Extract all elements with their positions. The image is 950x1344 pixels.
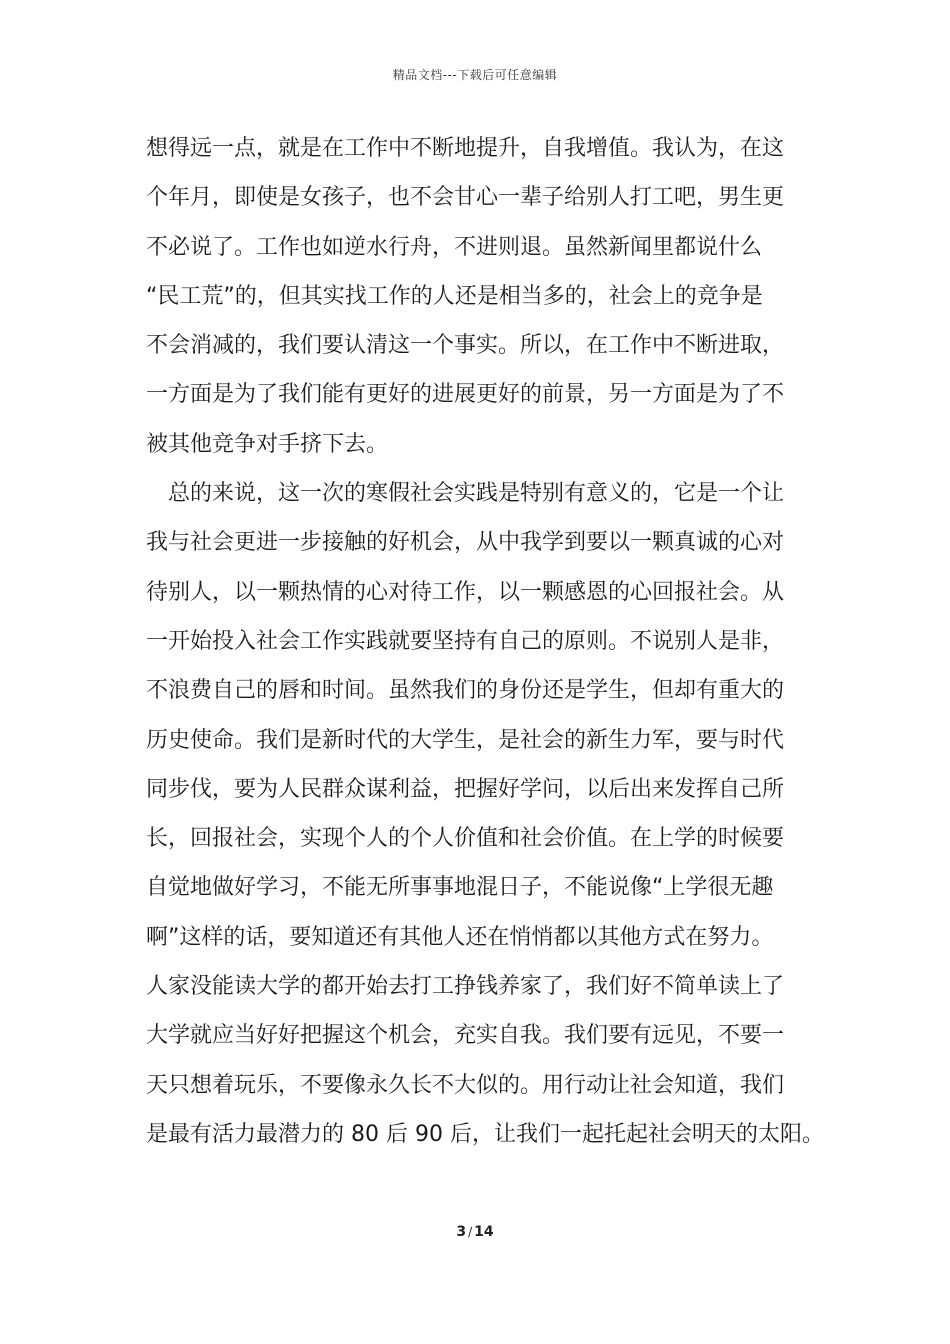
text-line: 被其他竞争对手挤下去。 — [146, 431, 389, 457]
page-header: 精品文档---下载后可任意编辑 — [392, 68, 558, 82]
text-line: 不必说了。工作也如逆水行舟，不进则退。虽然新闻里都说什么 — [146, 234, 763, 260]
text-line: 想得远一点，就是在工作中不断地提升，自我增值。我认为，在这 — [146, 136, 785, 161]
document-body — [146, 124, 826, 1159]
text-line: 总的来说，这一次的寒假社会实践是特别有意义的，它是一个让 — [146, 481, 785, 507]
text-line: 历史使命。我们是新时代的大学生，是社会的新生力军，要与时代 — [146, 727, 785, 753]
text-line: 天只想着玩乐，不要像永久长不大似的。用行动让社会知道，我们 — [146, 1072, 785, 1098]
text-line: 不浪费自己的唇和时间。虽然我们的身份还是学生，但却有重大的 — [146, 678, 785, 704]
text-line: 待别人，以一颗热情的心对待工作，以一颗感恩的心回报社会。从 — [146, 579, 785, 605]
text-line: 大学就应当好好把握这个机会，充实自我。我们要有远见，不要一 — [146, 1023, 785, 1049]
text-line: 我与社会更进一步接触的好机会，从中我学到要以一颗真诚的心对 — [146, 530, 785, 556]
page-separator: / — [468, 1225, 473, 1239]
text-line: “民工荒”的，但其实找工作的人还是相当多的，社会上的竞争是 — [146, 283, 763, 309]
current-page: 3 — [456, 1224, 467, 1240]
page-number — [0, 1224, 950, 1240]
text-line: 是最有活力最潜力的 80 后 90 后，让我们一起托起社会明天的太阳。 — [146, 1121, 824, 1147]
text-line: 啊”这样的话，要知道还有其他人还在悄悄都以其他方式在努力。 — [146, 924, 774, 950]
text-line: 不会消减的，我们要认清这一个事实。所以，在工作中不断进取， — [146, 333, 785, 359]
text-line: 自觉地做好学习，不能无所事事地混日子，不能说像“上学很无趣 — [146, 875, 774, 901]
text-line: 一方面是为了我们能有更好的进展更好的前景，另一方面是为了不 — [146, 382, 785, 408]
text-line: 同步伐，要为人民群众谋利益，把握好学问，以后出来发挥自己所 — [146, 776, 785, 802]
text-line: 人家没能读大学的都开始去打工挣钱养家了，我们好不简单读上了 — [146, 974, 785, 1000]
text-line: 长，回报社会，实现个人的个人价值和社会价值。在上学的时候要 — [146, 826, 785, 852]
text-line: 一开始投入社会工作实践就要坚持有自己的原则。不说别人是非， — [146, 628, 785, 654]
text-line: 个年月，即使是女孩子，也不会甘心一辈子给别人打工吧，男生更 — [146, 185, 785, 211]
total-pages: 14 — [474, 1224, 494, 1240]
